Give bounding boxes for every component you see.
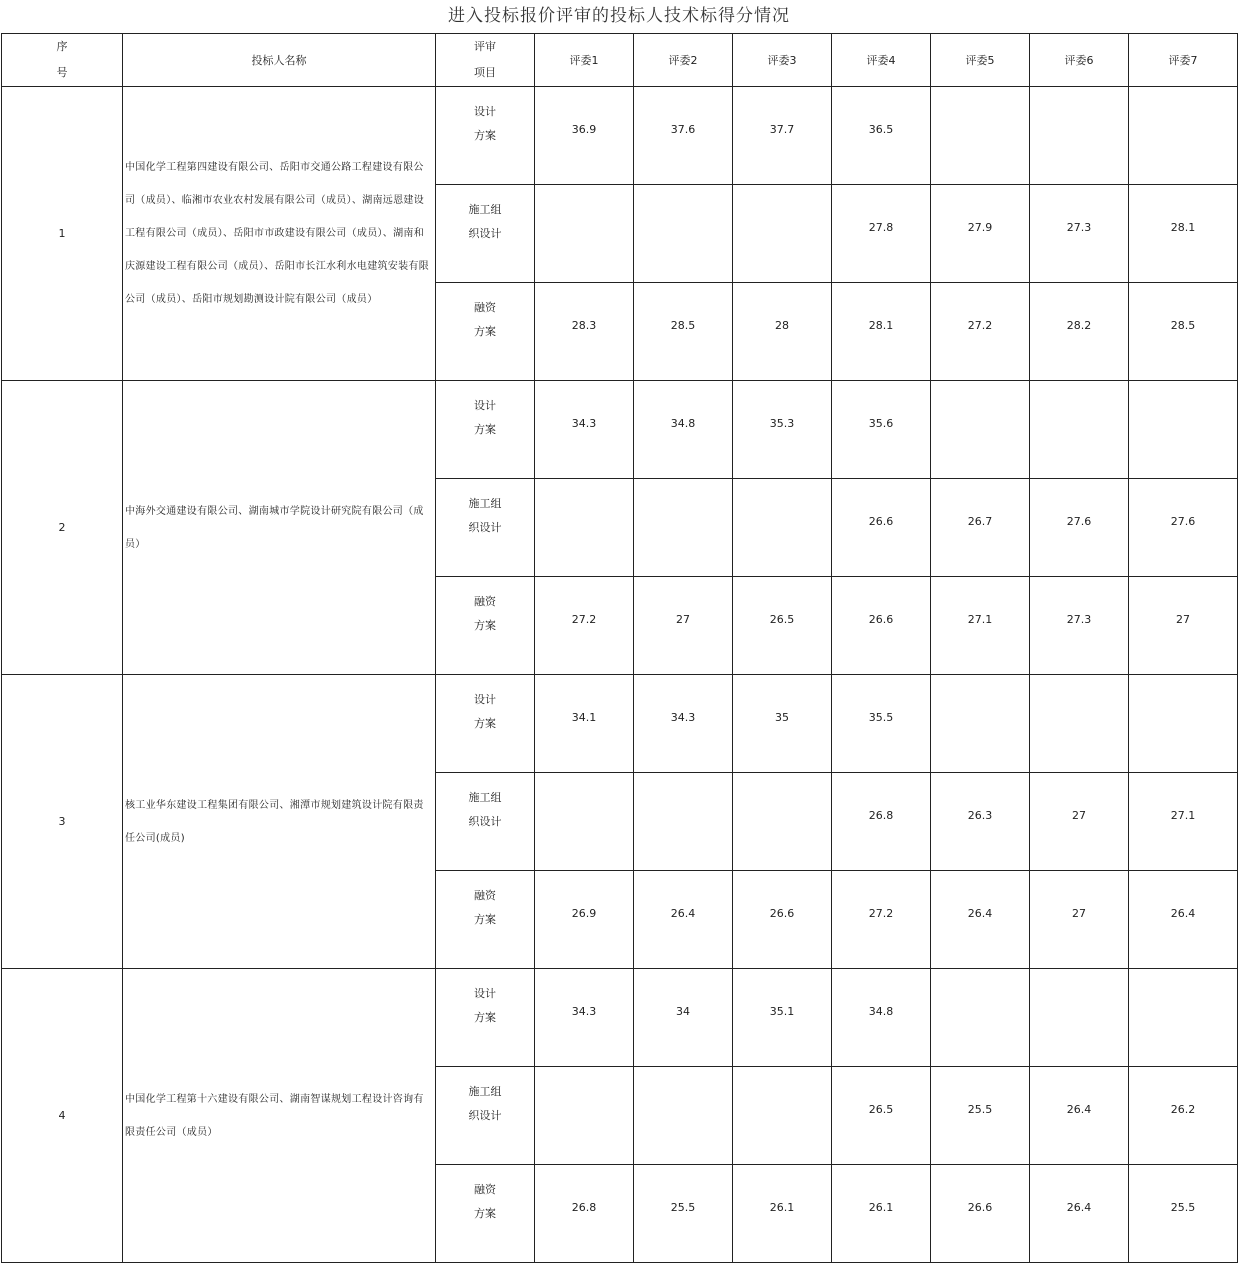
score-cell-judge-5 <box>931 969 1030 1067</box>
score-cell-judge-7: 27.6 <box>1129 479 1238 577</box>
score-cell-judge-2 <box>634 479 733 577</box>
header-judge-5: 评委5 <box>931 34 1030 87</box>
score-cell-judge-2: 27 <box>634 577 733 675</box>
bidder-seq: 4 <box>2 969 123 1263</box>
score-cell-judge-2: 37.6 <box>634 87 733 185</box>
score-cell-judge-6: 28.2 <box>1030 283 1129 381</box>
score-cell-judge-1 <box>535 185 634 283</box>
score-cell-judge-2: 34 <box>634 969 733 1067</box>
score-cell-judge-5: 26.3 <box>931 773 1030 871</box>
table-row <box>2 969 1238 1067</box>
score-cell-judge-7: 26.4 <box>1129 871 1238 969</box>
score-cell-judge-1: 27.2 <box>535 577 634 675</box>
score-cell-judge-5: 27.9 <box>931 185 1030 283</box>
score-cell-judge-1: 26.8 <box>535 1165 634 1263</box>
review-item-line2: 方案 <box>474 128 496 142</box>
score-cell-judge-4: 27.2 <box>832 871 931 969</box>
review-item <box>436 675 535 773</box>
review-item-line1: 设计 <box>474 986 496 1000</box>
score-cell-judge-5 <box>931 675 1030 773</box>
review-item <box>436 871 535 969</box>
bidder-name: 中国化学工程第十六建设有限公司、湖南智谋规划工程设计咨询有限责任公司（成员） <box>123 969 436 1263</box>
score-cell-judge-4: 26.6 <box>832 479 931 577</box>
score-cell-judge-5 <box>931 381 1030 479</box>
score-cell-judge-7 <box>1129 675 1238 773</box>
score-cell-judge-6 <box>1030 381 1129 479</box>
review-item-line1: 施工组 <box>468 790 502 804</box>
header-review-item <box>436 34 535 87</box>
review-item-line2: 织设计 <box>468 520 502 534</box>
review-item-line1: 设计 <box>474 398 496 412</box>
review-item <box>436 479 535 577</box>
review-item-line1: 设计 <box>474 104 496 118</box>
bidder-name: 中海外交通建设有限公司、湖南城市学院设计研究院有限公司（成员） <box>123 381 436 675</box>
score-cell-judge-2 <box>634 773 733 871</box>
score-cell-judge-2: 25.5 <box>634 1165 733 1263</box>
score-cell-judge-7 <box>1129 381 1238 479</box>
score-cell-judge-4: 26.1 <box>832 1165 931 1263</box>
score-cell-judge-7: 27.1 <box>1129 773 1238 871</box>
score-cell-judge-1: 34.3 <box>535 969 634 1067</box>
score-cell-judge-7 <box>1129 969 1238 1067</box>
score-cell-judge-5 <box>931 87 1030 185</box>
score-cell-judge-7: 28.5 <box>1129 283 1238 381</box>
score-cell-judge-4: 36.5 <box>832 87 931 185</box>
review-item <box>436 773 535 871</box>
score-cell-judge-3 <box>733 185 832 283</box>
header-seq-line2: 号 <box>56 66 68 79</box>
review-item <box>436 185 535 283</box>
review-item-line1: 融资 <box>474 888 496 902</box>
score-cell-judge-6 <box>1030 969 1129 1067</box>
review-item-line2: 织设计 <box>468 226 502 240</box>
score-cell-judge-1 <box>535 1067 634 1165</box>
score-cell-judge-5: 27.2 <box>931 283 1030 381</box>
score-cell-judge-6 <box>1030 87 1129 185</box>
table-body <box>2 87 1238 1263</box>
review-item-line2: 方案 <box>474 912 496 926</box>
review-item-line1: 融资 <box>474 594 496 608</box>
header-judge-6: 评委6 <box>1030 34 1129 87</box>
bidder-seq: 3 <box>2 675 123 969</box>
header-judge-4: 评委4 <box>832 34 931 87</box>
score-cell-judge-2: 34.8 <box>634 381 733 479</box>
score-cell-judge-5: 27.1 <box>931 577 1030 675</box>
score-cell-judge-2 <box>634 185 733 283</box>
review-item <box>436 1067 535 1165</box>
score-cell-judge-6: 27 <box>1030 871 1129 969</box>
review-item-line2: 方案 <box>474 324 496 338</box>
score-cell-judge-4: 35.6 <box>832 381 931 479</box>
bidder-seq: 1 <box>2 87 123 381</box>
review-item-line1: 设计 <box>474 692 496 706</box>
score-cell-judge-1: 26.9 <box>535 871 634 969</box>
header-judge-2: 评委2 <box>634 34 733 87</box>
review-item-line2: 方案 <box>474 716 496 730</box>
score-cell-judge-1: 34.3 <box>535 381 634 479</box>
score-cell-judge-4: 27.8 <box>832 185 931 283</box>
table-row <box>2 87 1238 185</box>
table-row <box>2 675 1238 773</box>
score-cell-judge-6: 27.3 <box>1030 577 1129 675</box>
score-cell-judge-1 <box>535 773 634 871</box>
review-item <box>436 577 535 675</box>
score-cell-judge-3: 28 <box>733 283 832 381</box>
header-seq <box>2 34 123 87</box>
review-item-line2: 织设计 <box>468 1108 502 1122</box>
score-cell-judge-2: 34.3 <box>634 675 733 773</box>
score-cell-judge-5: 26.7 <box>931 479 1030 577</box>
review-item-line2: 方案 <box>474 618 496 632</box>
page-title: 进入投标报价评审的投标人技术标得分情况 <box>448 6 790 26</box>
header-judge-1: 评委1 <box>535 34 634 87</box>
score-cell-judge-3: 26.1 <box>733 1165 832 1263</box>
score-cell-judge-7: 28.1 <box>1129 185 1238 283</box>
review-item-line1: 施工组 <box>468 496 502 510</box>
review-item <box>436 87 535 185</box>
score-cell-judge-5: 26.6 <box>931 1165 1030 1263</box>
review-item-line1: 融资 <box>474 300 496 314</box>
score-cell-judge-6: 27.3 <box>1030 185 1129 283</box>
header-item-line2: 项目 <box>474 66 496 79</box>
score-cell-judge-4: 35.5 <box>832 675 931 773</box>
bidder-name: 中国化学工程第四建设有限公司、岳阳市交通公路工程建设有限公司（成员）、临湘市农业农村发展有限公司（成员）、湖南远恩建设工程有限公司（成员）、岳阳市市政建设有限公司（成员）、湖南和庆源建设工程有限公司（成员）、岳阳市长江水利水电建筑安装有限公司（成员）、岳阳市规划勘测设计院有限公司（成员） <box>123 87 436 381</box>
header-item-line1: 评审 <box>474 40 496 53</box>
review-item <box>436 381 535 479</box>
score-cell-judge-7: 25.5 <box>1129 1165 1238 1263</box>
score-cell-judge-5: 26.4 <box>931 871 1030 969</box>
score-cell-judge-3: 26.6 <box>733 871 832 969</box>
review-item-line1: 施工组 <box>468 202 502 216</box>
score-cell-judge-2: 28.5 <box>634 283 733 381</box>
header-bidder-name: 投标人名称 <box>123 34 436 87</box>
score-cell-judge-3: 37.7 <box>733 87 832 185</box>
header-seq-line1: 序 <box>56 40 68 53</box>
bidder-seq: 2 <box>2 381 123 675</box>
score-cell-judge-4: 26.5 <box>832 1067 931 1165</box>
header-judge-7: 评委7 <box>1129 34 1238 87</box>
score-cell-judge-7: 27 <box>1129 577 1238 675</box>
score-cell-judge-7 <box>1129 87 1238 185</box>
score-table <box>1 33 1238 1263</box>
score-cell-judge-3: 35.1 <box>733 969 832 1067</box>
score-cell-judge-6: 26.4 <box>1030 1165 1129 1263</box>
review-item <box>436 283 535 381</box>
score-cell-judge-3 <box>733 773 832 871</box>
score-cell-judge-7: 26.2 <box>1129 1067 1238 1165</box>
table-row <box>2 381 1238 479</box>
score-cell-judge-3: 26.5 <box>733 577 832 675</box>
score-cell-judge-4: 28.1 <box>832 283 931 381</box>
score-cell-judge-4: 26.6 <box>832 577 931 675</box>
review-item-line2: 方案 <box>474 1010 496 1024</box>
score-cell-judge-2: 26.4 <box>634 871 733 969</box>
review-item <box>436 969 535 1067</box>
review-item-line1: 融资 <box>474 1182 496 1196</box>
score-cell-judge-2 <box>634 1067 733 1165</box>
score-cell-judge-6: 26.4 <box>1030 1067 1129 1165</box>
score-cell-judge-1: 28.3 <box>535 283 634 381</box>
score-cell-judge-1: 34.1 <box>535 675 634 773</box>
score-cell-judge-6: 27.6 <box>1030 479 1129 577</box>
review-item <box>436 1165 535 1263</box>
score-cell-judge-1 <box>535 479 634 577</box>
score-cell-judge-6 <box>1030 675 1129 773</box>
review-item-line2: 织设计 <box>468 814 502 828</box>
score-cell-judge-4: 34.8 <box>832 969 931 1067</box>
review-item-line2: 方案 <box>474 422 496 436</box>
review-item-line2: 方案 <box>474 1206 496 1220</box>
score-cell-judge-3 <box>733 1067 832 1165</box>
score-cell-judge-6: 27 <box>1030 773 1129 871</box>
score-cell-judge-1: 36.9 <box>535 87 634 185</box>
header-judge-3: 评委3 <box>733 34 832 87</box>
score-cell-judge-4: 26.8 <box>832 773 931 871</box>
score-cell-judge-3: 35.3 <box>733 381 832 479</box>
header-row <box>2 34 1238 87</box>
score-cell-judge-5: 25.5 <box>931 1067 1030 1165</box>
score-cell-judge-3 <box>733 479 832 577</box>
bidder-name: 核工业华东建设工程集团有限公司、湘潭市规划建筑设计院有限责任公司(成员) <box>123 675 436 969</box>
score-cell-judge-3: 35 <box>733 675 832 773</box>
review-item-line1: 施工组 <box>468 1084 502 1098</box>
